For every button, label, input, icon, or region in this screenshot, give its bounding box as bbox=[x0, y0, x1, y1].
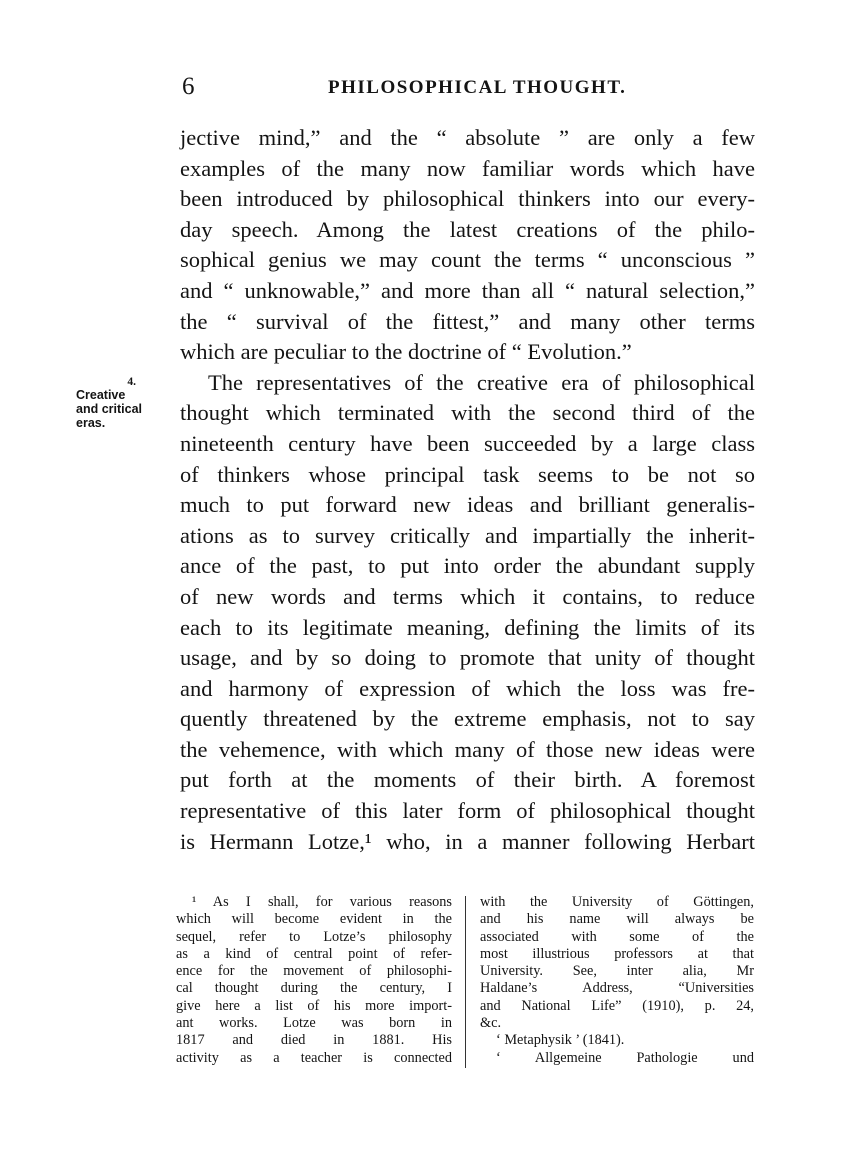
text-line: and “ unknowable,” and more than all “ natural selection,” bbox=[180, 277, 755, 303]
text-line: jective mind,” and the “ absolute ” are only a few bbox=[180, 125, 755, 150]
text-line: been introduced by philosophical thinkers into our every- bbox=[180, 186, 755, 212]
text-line: the vehemence, with which many of those new ideas were bbox=[180, 736, 755, 762]
footnote-line: 1817 and died in 1881. His bbox=[176, 1032, 452, 1049]
column-divider bbox=[465, 896, 466, 1068]
footnote-line: most illustrious professors at that bbox=[480, 945, 754, 962]
text-line: put forth at the moments of their birth. A foremost bbox=[180, 767, 755, 793]
main-text bbox=[180, 123, 755, 857]
footnote-line: &c. bbox=[480, 1015, 502, 1032]
text-line: usage, and by so doing to promote that unity of thought bbox=[180, 645, 755, 671]
footnote-line: activity as a teacher is connected bbox=[176, 1049, 452, 1066]
footnote-line: as a kind of central point of refer- bbox=[176, 945, 452, 962]
footnote-line: ant works. Lotze was born in bbox=[176, 1015, 452, 1032]
footnote-column-left bbox=[176, 894, 452, 1067]
text-line: day speech. Among the latest creations of the philo- bbox=[180, 216, 755, 242]
margin-note-number: 4. bbox=[127, 376, 136, 388]
margin-note-line: Creative bbox=[76, 388, 126, 402]
text-line: much to put forward new ideas and brilliant generalis- bbox=[180, 492, 755, 518]
text-line: the “ survival of the fittest,” and many other terms bbox=[180, 308, 755, 334]
text-line: The representatives of the creative era of philosophical bbox=[208, 369, 755, 395]
margin-note-line: eras. bbox=[76, 416, 106, 430]
text-line: ations as to survey critically and impartially the inherit- bbox=[180, 522, 755, 548]
text-line: each to its legitimate meaning, defining the limits of its bbox=[180, 614, 755, 640]
text-line: ance of the past, to put into order the abundant supply bbox=[180, 553, 755, 579]
footnote-line: associated with some of the bbox=[480, 928, 754, 945]
page-number: 6 bbox=[182, 73, 195, 100]
text-line: nineteenth century have been succeeded by a large class bbox=[180, 430, 755, 456]
text-line: sophical genius we may count the terms “ unconscious ” bbox=[180, 247, 755, 273]
footnote-line: which will become evident in the bbox=[176, 911, 452, 928]
footnote-line: Haldane’s Address, “Universities bbox=[480, 980, 754, 997]
footnote-line: ence for the movement of philosophi- bbox=[176, 963, 452, 980]
footnote-line: cal thought during the century, I bbox=[176, 980, 452, 997]
text-line: which are peculiar to the doctrine of “ Evolution.” bbox=[180, 339, 632, 365]
text-line: and harmony of expression of which the loss was fre- bbox=[180, 675, 755, 701]
text-line: thought which terminated with the second third of the bbox=[180, 400, 755, 426]
text-line: of thinkers whose principal task seems to be not so bbox=[180, 461, 755, 487]
text-line: examples of the many now familiar words which have bbox=[180, 155, 755, 181]
footnote-line: and National Life” (1910), p. 24, bbox=[480, 997, 754, 1014]
footnote-line: University. See, inter alia, Mr bbox=[480, 963, 754, 980]
text-line: representative of this later form of philosophical thought bbox=[180, 798, 755, 824]
footnote-line: ‘ Metaphysik ’ (1841). bbox=[496, 1032, 625, 1049]
footnote-line: sequel, refer to Lotze’s philosophy bbox=[176, 928, 452, 945]
margin-note bbox=[76, 376, 174, 430]
margin-note-line: and critical bbox=[76, 402, 142, 416]
footnote-line: give here a list of his more import- bbox=[176, 997, 452, 1014]
footnote-line: ‘ Allgemeine Pathologie und bbox=[496, 1049, 754, 1066]
text-line: of new words and terms which it contains, to reduce bbox=[180, 583, 755, 609]
running-title: PHILOSOPHICAL THOUGHT. bbox=[328, 77, 627, 98]
text-line: is Hermann Lotze,¹ who, in a manner following Herbart bbox=[180, 828, 755, 854]
footnote-line: with the University of Göttingen, bbox=[480, 894, 754, 910]
text-line: quently threatened by the extreme emphasis, not to say bbox=[180, 706, 755, 732]
footnote-line: ¹ As I shall, for various reasons bbox=[192, 894, 452, 910]
footnote-column-right bbox=[480, 894, 754, 1067]
footnote-line: and his name will always be bbox=[480, 911, 754, 928]
footnotes bbox=[176, 894, 756, 1074]
